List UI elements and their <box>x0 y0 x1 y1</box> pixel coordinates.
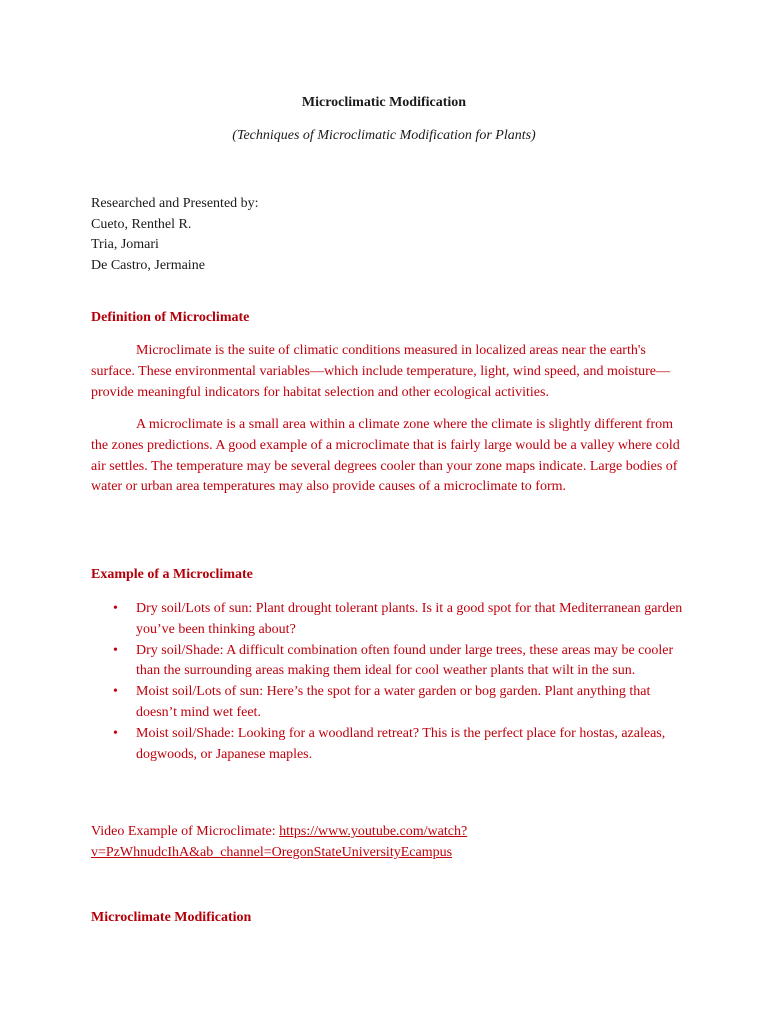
authors-intro: Researched and Presented by: <box>91 196 259 211</box>
list-item <box>91 682 691 724</box>
author-name: Cueto, Renthel R. <box>91 216 192 232</box>
heading-definition: Definition of Microclimate <box>91 310 250 325</box>
authors-block <box>91 194 259 276</box>
list-item-text: Dry soil/Shade: A difficult combination often found under large trees, these areas may be cooler than the surrounding areas making them ideal for cool weather plants that wilt in the sun. <box>136 642 674 679</box>
heading-example: Example of a Microclimate <box>91 567 253 582</box>
list-item <box>91 641 691 683</box>
definition-paragraph-2: A microclimate is a small area within a climate zone where the climate is slightly different from the zones predictions. A good example of a microclimate that is fairly large would be a valley where cold air settles. The temperature may be several degrees cooler than your zone maps indicate. Large bodies of water or urban area temperatures may also provide causes of a microclimate to form. <box>91 417 680 495</box>
document-title: Microclimatic Modification <box>301 95 467 110</box>
document-subtitle: (Techniques of Microclimatic Modification for Plants) <box>232 128 536 143</box>
heading-modification: Microclimate Modification <box>91 910 252 925</box>
example-bullet-list <box>91 599 691 765</box>
list-item <box>91 724 691 766</box>
bullet-icon: • <box>113 684 118 700</box>
video-example <box>91 822 691 864</box>
definition-paragraph-1: Microclimate is the suite of climatic conditions measured in localized areas near the earth's surface. These environmental variables—which include temperature, light, wind speed, and moisture—provide meaningful indicators for habitat selection and other ecological activities. <box>91 343 671 400</box>
video-label: Video Example of Microclimate: <box>91 824 280 839</box>
bullet-icon: • <box>113 642 118 658</box>
list-item-text: Dry soil/Lots of sun: Plant drought tolerant plants. Is it a good spot for that Mediterranean garden you’ve been thinking about? <box>136 601 683 637</box>
list-item-text: Moist soil/Shade: Looking for a woodland retreat? This is the perfect place for hostas, azaleas, dogwoods, or Japanese maples. <box>136 725 666 762</box>
author-name: De Castro, Jermaine <box>91 257 205 273</box>
bullet-icon: • <box>113 725 118 741</box>
video-link[interactable]: https://www.youtube.com/watch?v=PzWhnudcIhA&ab_channel=OregonStateUniversityEcampus <box>91 824 468 860</box>
list-item <box>91 599 691 641</box>
list-item-text: Moist soil/Lots of sun: Here’s the spot for a water garden or bog garden. Plant anything that doesn’t mind wet feet. <box>136 684 651 720</box>
bullet-icon: • <box>113 601 118 616</box>
author-name: Tria, Jomari <box>91 237 159 252</box>
